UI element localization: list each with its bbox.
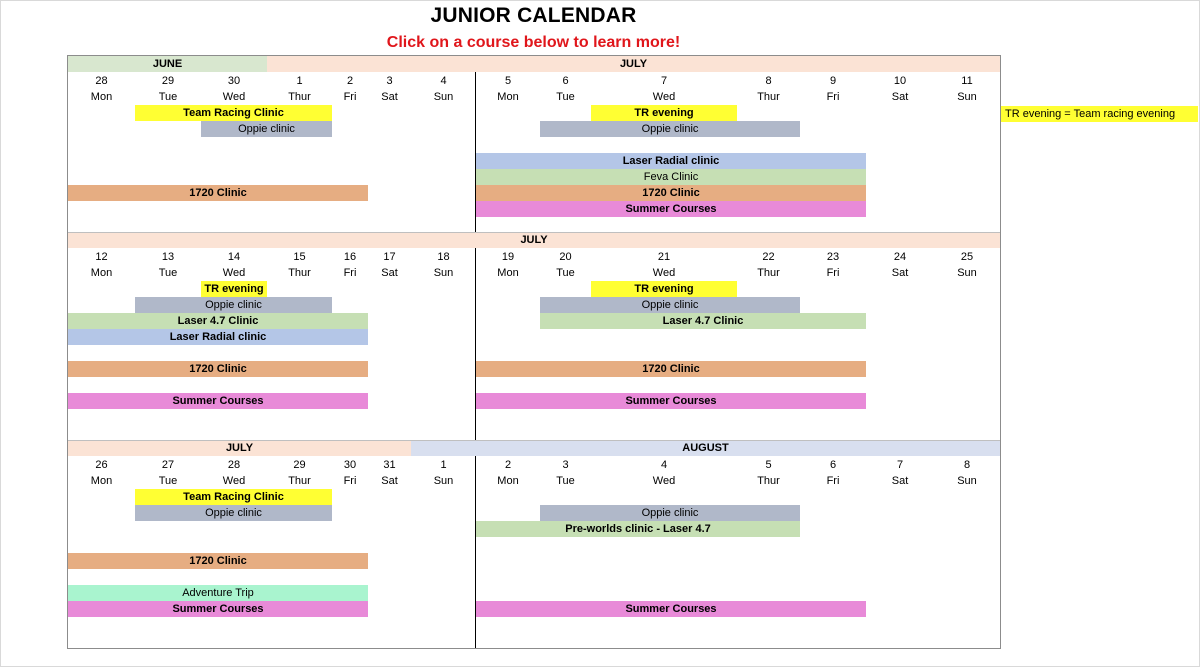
course-oppie-clinic[interactable]: Oppie clinic bbox=[540, 121, 800, 137]
page-title: JUNIOR CALENDAR bbox=[430, 4, 637, 27]
date-cell: 29 bbox=[161, 75, 175, 87]
date-cell: 28 bbox=[227, 459, 241, 471]
weekday-cell: Fri bbox=[826, 267, 840, 279]
month-header-july: JULY bbox=[267, 56, 1000, 72]
course-team-racing-clinic[interactable]: Team Racing Clinic bbox=[135, 489, 332, 505]
date-cell: 4 bbox=[660, 459, 668, 471]
date-cell: 7 bbox=[660, 75, 668, 87]
weekday-cell: Mon bbox=[497, 267, 519, 279]
date-cell: 5 bbox=[765, 459, 772, 471]
date-cell: 25 bbox=[960, 251, 974, 263]
date-cell: 28 bbox=[95, 75, 108, 87]
date-cell: 18 bbox=[437, 251, 450, 263]
weekday-cell: Fri bbox=[343, 267, 357, 279]
date-cell: 17 bbox=[383, 251, 396, 263]
month-header-august: AUGUST bbox=[411, 440, 1000, 456]
date-cell: 29 bbox=[293, 459, 306, 471]
weekday-cell: Sun bbox=[433, 267, 454, 279]
weekday-cell: Fri bbox=[826, 91, 840, 103]
weekday-cell: Tue bbox=[158, 91, 178, 103]
weekday-cell: Wed bbox=[222, 91, 246, 103]
weekday-cell: Thur bbox=[757, 267, 780, 279]
course-tr-evening[interactable]: TR evening bbox=[591, 105, 737, 121]
month-header-july: JULY bbox=[68, 440, 411, 456]
date-cell: 14 bbox=[227, 251, 241, 263]
weekday-cell: Mon bbox=[497, 475, 519, 487]
weekday-cell: Wed bbox=[652, 267, 676, 279]
course-1720-clinic[interactable]: 1720 Clinic bbox=[476, 361, 866, 377]
weekday-cell: Sat bbox=[891, 267, 909, 279]
date-cell: 22 bbox=[762, 251, 775, 263]
date-cell: 6 bbox=[562, 75, 569, 87]
course-1720-clinic[interactable]: 1720 Clinic bbox=[68, 185, 368, 201]
month-header-june: JUNE bbox=[68, 56, 267, 72]
course-laser-radial-clinic[interactable]: Laser Radial clinic bbox=[68, 329, 368, 345]
sheet-gridline bbox=[0, 0, 1, 667]
weekday-cell: Sat bbox=[381, 267, 398, 279]
date-cell: 9 bbox=[829, 75, 837, 87]
weekday-cell: Wed bbox=[222, 475, 246, 487]
course-pre-worlds-clinic-laser-4-7[interactable]: Pre-worlds clinic - Laser 4.7 bbox=[476, 521, 800, 537]
course-summer-courses[interactable]: Summer Courses bbox=[68, 393, 368, 409]
weekday-cell: Sun bbox=[433, 91, 454, 103]
weekday-cell: Sun bbox=[957, 91, 977, 103]
course-tr-evening[interactable]: TR evening bbox=[201, 281, 267, 297]
date-cell: 23 bbox=[826, 251, 840, 263]
date-cell: 21 bbox=[657, 251, 671, 263]
weekday-cell: Tue bbox=[556, 267, 575, 279]
date-cell: 16 bbox=[343, 251, 357, 263]
weekday-cell: Tue bbox=[158, 475, 178, 487]
course-summer-courses[interactable]: Summer Courses bbox=[68, 601, 368, 617]
weekday-cell: Mon bbox=[497, 91, 519, 103]
weekday-cell: Wed bbox=[652, 91, 676, 103]
date-cell: 11 bbox=[961, 75, 973, 87]
weekday-cell: Thur bbox=[288, 91, 311, 103]
date-cell: 12 bbox=[95, 251, 108, 263]
weekday-cell: Sat bbox=[891, 91, 909, 103]
weekday-cell: Mon bbox=[90, 475, 113, 487]
course-1720-clinic[interactable]: 1720 Clinic bbox=[68, 553, 368, 569]
weekday-cell: Tue bbox=[158, 267, 178, 279]
date-cell: 30 bbox=[227, 75, 241, 87]
course-tr-evening[interactable]: TR evening bbox=[591, 281, 737, 297]
date-cell: 19 bbox=[501, 251, 515, 263]
date-cell: 7 bbox=[896, 459, 904, 471]
course-oppie-clinic[interactable]: Oppie clinic bbox=[135, 505, 332, 521]
weekday-cell: Fri bbox=[343, 91, 357, 103]
sheet-gridline bbox=[0, 0, 1200, 1]
page-subtitle: Click on a course below to learn more! bbox=[386, 34, 681, 51]
course-oppie-clinic[interactable]: Oppie clinic bbox=[201, 121, 332, 137]
legend-note: TR evening = Team racing evening bbox=[1001, 106, 1198, 122]
date-cell: 10 bbox=[893, 75, 907, 87]
weekday-cell: Thur bbox=[757, 91, 780, 103]
weekday-cell: Sat bbox=[891, 475, 909, 487]
date-cell: 13 bbox=[161, 251, 175, 263]
weekday-cell: Fri bbox=[343, 475, 357, 487]
date-cell: 5 bbox=[504, 75, 512, 87]
weekday-cell: Tue bbox=[556, 475, 575, 487]
course-summer-courses[interactable]: Summer Courses bbox=[476, 201, 866, 217]
weekday-cell: Mon bbox=[90, 267, 113, 279]
course-oppie-clinic[interactable]: Oppie clinic bbox=[540, 297, 800, 313]
date-cell: 24 bbox=[893, 251, 907, 263]
date-cell: 20 bbox=[559, 251, 572, 263]
date-cell: 8 bbox=[963, 459, 971, 471]
course-team-racing-clinic[interactable]: Team Racing Clinic bbox=[135, 105, 332, 121]
course-1720-clinic[interactable]: 1720 Clinic bbox=[68, 361, 368, 377]
course-oppie-clinic[interactable]: Oppie clinic bbox=[135, 297, 332, 313]
weekday-cell: Sat bbox=[381, 91, 398, 103]
course-summer-courses[interactable]: Summer Courses bbox=[476, 601, 866, 617]
course-feva-clinic[interactable]: Feva Clinic bbox=[476, 169, 866, 185]
course-adventure-trip[interactable]: Adventure Trip bbox=[68, 585, 368, 601]
weekday-cell: Thur bbox=[288, 267, 311, 279]
weekday-cell: Thur bbox=[288, 475, 311, 487]
course-1720-clinic[interactable]: 1720 Clinic bbox=[476, 185, 866, 201]
date-cell: 2 bbox=[504, 459, 512, 471]
date-cell: 1 bbox=[440, 459, 447, 471]
month-header-july: JULY bbox=[68, 232, 1000, 248]
weekday-cell: Tue bbox=[556, 91, 575, 103]
weekday-cell: Sun bbox=[957, 267, 977, 279]
weekday-cell: Wed bbox=[222, 267, 246, 279]
weekday-cell: Sun bbox=[957, 475, 977, 487]
date-cell: 30 bbox=[343, 459, 357, 471]
weekday-cell: Thur bbox=[757, 475, 780, 487]
date-cell: 3 bbox=[386, 75, 393, 87]
weekday-cell: Mon bbox=[90, 91, 113, 103]
date-cell: 27 bbox=[161, 459, 175, 471]
block-separator bbox=[68, 440, 1000, 441]
date-cell: 1 bbox=[296, 75, 303, 87]
date-cell: 26 bbox=[95, 459, 108, 471]
date-cell: 4 bbox=[440, 75, 447, 87]
date-cell: 15 bbox=[293, 251, 306, 263]
course-laser-4-7-clinic[interactable]: Laser 4.7 Clinic bbox=[68, 313, 368, 329]
date-cell: 2 bbox=[346, 75, 354, 87]
date-cell: 8 bbox=[765, 75, 772, 87]
block-separator bbox=[68, 232, 1000, 233]
weekday-cell: Sat bbox=[381, 475, 398, 487]
course-summer-courses[interactable]: Summer Courses bbox=[476, 393, 866, 409]
course-oppie-clinic[interactable]: Oppie clinic bbox=[540, 505, 800, 521]
weekday-cell: Wed bbox=[652, 475, 676, 487]
date-cell: 6 bbox=[829, 459, 837, 471]
date-cell: 31 bbox=[383, 459, 396, 471]
course-laser-radial-clinic[interactable]: Laser Radial clinic bbox=[476, 153, 866, 169]
date-cell: 3 bbox=[562, 459, 569, 471]
weekday-cell: Sun bbox=[433, 475, 454, 487]
weekday-cell: Fri bbox=[826, 475, 840, 487]
course-laser-4-7-clinic[interactable]: Laser 4.7 Clinic bbox=[540, 313, 866, 329]
